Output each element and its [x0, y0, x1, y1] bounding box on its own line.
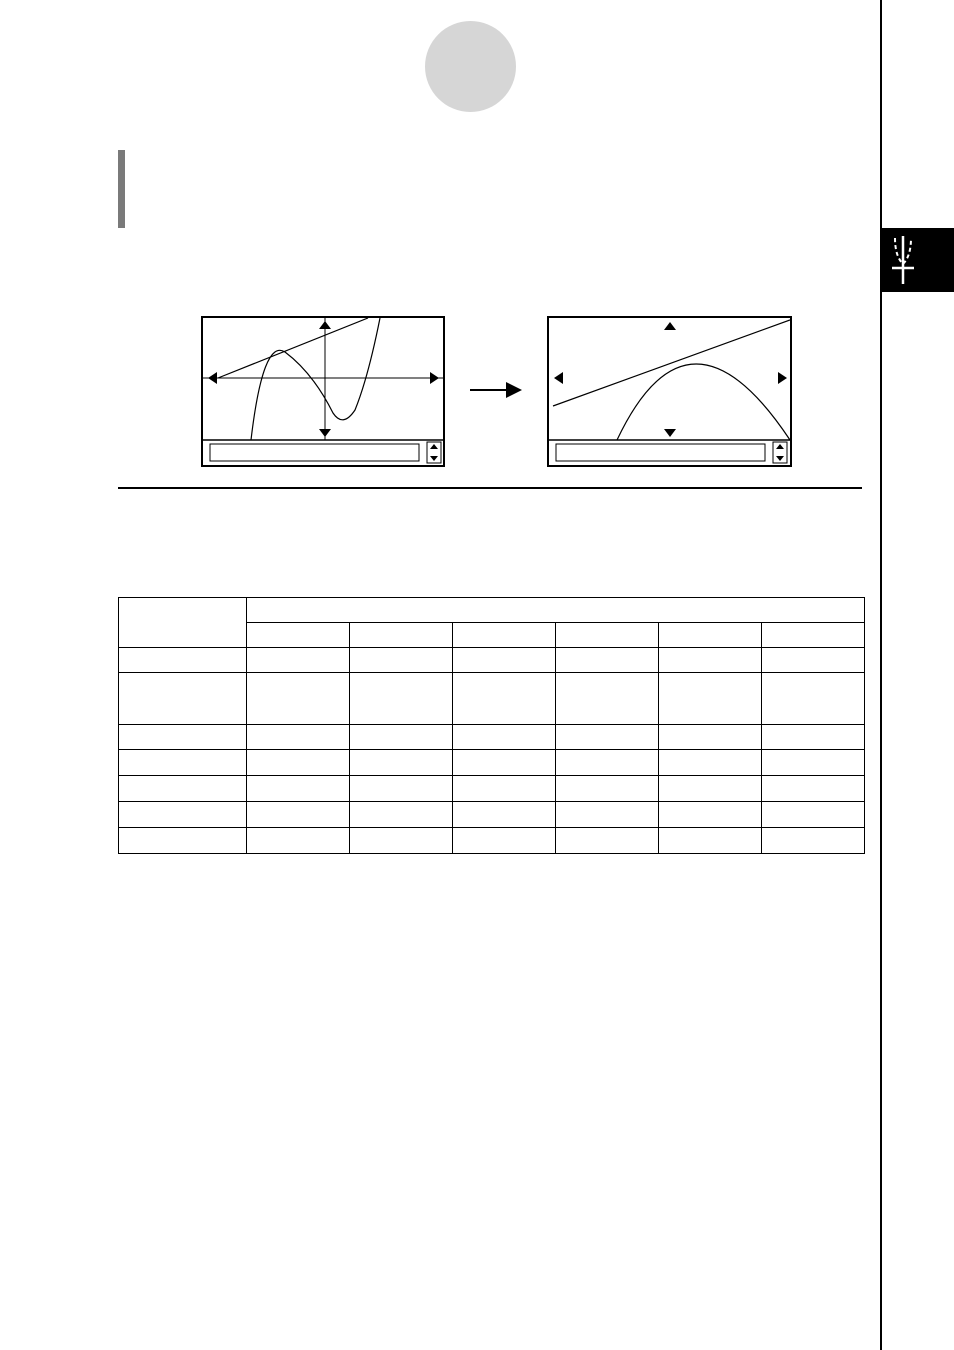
pan-left-icon: [208, 372, 217, 384]
table-cell: [350, 750, 453, 776]
table-cell: [556, 648, 659, 673]
table-cell: [350, 802, 453, 828]
table-cell: [247, 623, 350, 648]
table-row: [119, 648, 865, 673]
pan-up-icon: [664, 322, 676, 330]
chapter-circle-marker: [425, 21, 516, 112]
table-cell: [350, 673, 453, 725]
table-cell: [350, 623, 453, 648]
table-row: [119, 750, 865, 776]
graph-screen-after: [547, 316, 792, 467]
table-cell: [247, 828, 350, 854]
parabola-curve: [617, 364, 790, 440]
table-cell: [556, 673, 659, 725]
table-cell: [556, 802, 659, 828]
table-row: [119, 802, 865, 828]
graph-plot-area: [203, 318, 443, 440]
table-cell: [350, 828, 453, 854]
page-right-rule: [880, 0, 882, 1350]
table-cell: [659, 673, 762, 725]
table-cell: [453, 828, 556, 854]
table-cell: [762, 673, 865, 725]
table-row: [119, 828, 865, 854]
message-bar: [210, 444, 419, 461]
table-row-label: [119, 750, 247, 776]
table-corner-cell: [119, 598, 247, 648]
table-cell: [247, 725, 350, 750]
table-cell: [762, 725, 865, 750]
table-cell: [350, 776, 453, 802]
table-cell: [453, 750, 556, 776]
table-cell: [762, 802, 865, 828]
table-cell: [453, 623, 556, 648]
scroll-arrows-icon[interactable]: [427, 442, 441, 463]
table-header-row: [119, 598, 865, 623]
table-cell: [762, 623, 865, 648]
table-cell: [762, 648, 865, 673]
table-row: [119, 673, 865, 725]
table-row-label: [119, 648, 247, 673]
table-row-label: [119, 725, 247, 750]
table-cell: [453, 673, 556, 725]
table-row-label: [119, 802, 247, 828]
table-cell: [659, 623, 762, 648]
graph-plot-area: [553, 320, 790, 440]
graph-screen-before: [201, 316, 445, 467]
table-cell: [350, 725, 453, 750]
table-row-label: [119, 776, 247, 802]
scroll-arrows-icon[interactable]: [773, 442, 787, 463]
data-table: [118, 597, 865, 854]
table-cell: [659, 802, 762, 828]
pan-right-icon: [778, 372, 787, 384]
table-row: [119, 776, 865, 802]
table-row-label: [119, 828, 247, 854]
table-cell: [659, 750, 762, 776]
table-cell: [247, 648, 350, 673]
pan-up-icon: [319, 321, 331, 329]
pan-down-icon: [319, 429, 331, 437]
table-row: [119, 725, 865, 750]
section-divider: [118, 487, 862, 489]
table-cell: [556, 725, 659, 750]
table-cell: [453, 776, 556, 802]
right-arrow-icon: [470, 380, 522, 400]
section-heading-bar: [118, 150, 125, 228]
table-cell: [247, 802, 350, 828]
table-cell: [247, 673, 350, 725]
tangent-line: [218, 318, 368, 378]
table-cell: [556, 828, 659, 854]
pan-left-icon: [554, 372, 563, 384]
table-cell: [659, 828, 762, 854]
table-group-header: [247, 598, 865, 623]
table-cell: [659, 725, 762, 750]
message-bar: [556, 444, 765, 461]
table-cell: [556, 776, 659, 802]
pan-right-icon: [430, 372, 439, 384]
tangent-line: [553, 320, 790, 406]
table-cell: [556, 750, 659, 776]
table-row-label: [119, 673, 247, 725]
table-cell: [762, 776, 865, 802]
chapter-tab[interactable]: [882, 228, 954, 292]
table-cell: [247, 776, 350, 802]
graph-function-icon: [882, 228, 954, 292]
table-cell: [556, 623, 659, 648]
table-cell: [659, 776, 762, 802]
table-cell: [247, 750, 350, 776]
pan-down-icon: [664, 429, 676, 437]
table-cell: [762, 750, 865, 776]
table-cell: [453, 802, 556, 828]
table-cell: [453, 648, 556, 673]
cubic-curve: [251, 318, 380, 440]
table-cell: [762, 828, 865, 854]
table-cell: [453, 725, 556, 750]
table-cell: [350, 648, 453, 673]
table-cell: [659, 648, 762, 673]
